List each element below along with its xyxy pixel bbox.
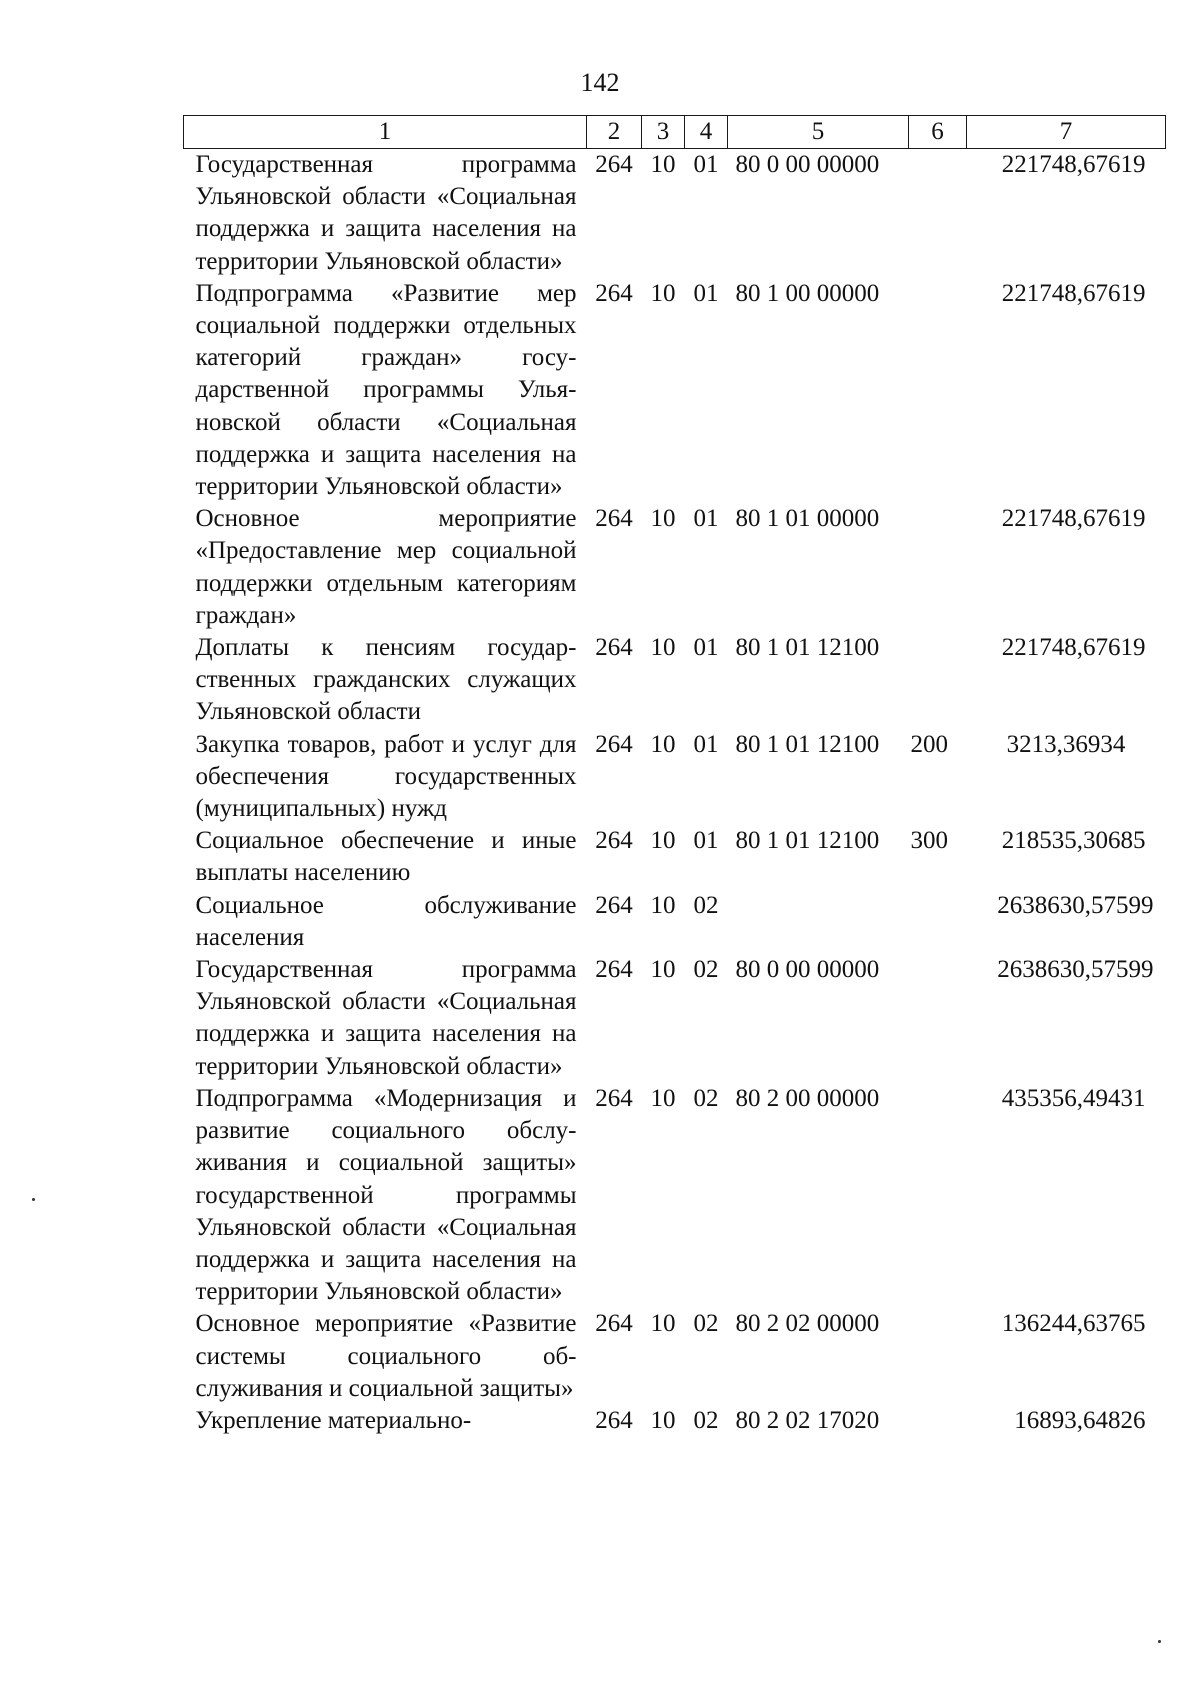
table-row (184, 632, 1166, 729)
row-rz: 10 (650, 634, 676, 662)
row-ved: 264 (595, 279, 633, 307)
table-row (184, 1405, 1166, 1437)
row-rz: 10 (650, 827, 676, 855)
row-name: Укрепление материально- (195, 1406, 472, 1434)
row-vr: 300 (910, 827, 948, 855)
row-amount: 221748,67619 (1001, 634, 1146, 662)
row-vr (909, 890, 967, 954)
header-row (184, 116, 1166, 149)
row-ved: 264 (595, 1310, 633, 1338)
row-amount: 221748,67619 (1001, 151, 1146, 178)
row-rz: 10 (650, 1310, 676, 1338)
row-csr: 80 0 00 00000 (735, 151, 880, 178)
row-name: Доплаты к пенсиям государственных гражданских служащих Ульяновской области (195, 634, 577, 726)
row-ved: 264 (595, 634, 633, 662)
column-header-5: 5 (728, 116, 909, 149)
row-pr: 02 (693, 1084, 719, 1112)
row-csr: 80 1 01 00000 (735, 505, 880, 533)
row-pr: 01 (693, 505, 719, 533)
scan-speck (1158, 1640, 1161, 1643)
row-ved: 264 (595, 730, 633, 758)
row-vr (909, 632, 967, 729)
row-amount: 2638630,57599 (997, 956, 1154, 984)
row-pr: 02 (693, 956, 719, 984)
column-header-6: 6 (909, 116, 967, 149)
row-pr: 02 (693, 1406, 719, 1434)
row-vr (909, 503, 967, 632)
row-amount: 3213,36934 (1006, 730, 1126, 758)
row-ved: 264 (595, 891, 633, 919)
row-name: Закупка товаров, работ и услуг для обеспечения государственных (муниципальных) нужд (195, 730, 577, 823)
row-csr: 80 1 01 12100 (735, 827, 880, 855)
row-amount: 136244,63765 (1001, 1310, 1146, 1338)
row-csr: 80 1 01 12100 (735, 730, 880, 758)
row-vr (909, 278, 967, 503)
row-amount: 16893,64826 (1014, 1406, 1146, 1434)
row-rz: 10 (650, 151, 676, 178)
row-csr (728, 890, 909, 954)
row-csr: 80 0 00 00000 (735, 956, 880, 984)
row-rz: 10 (650, 1406, 676, 1434)
row-csr: 80 1 01 12100 (735, 634, 880, 662)
row-ved: 264 (595, 151, 633, 178)
column-header-4: 4 (685, 116, 728, 149)
row-amount: 435356,49431 (1001, 1084, 1146, 1112)
column-header-2: 2 (587, 116, 642, 149)
row-name: Социальное обеспечение и иные выплаты населению (195, 827, 577, 887)
row-vr (909, 1308, 967, 1405)
row-pr: 02 (693, 891, 719, 919)
table-row (184, 1083, 1166, 1308)
row-pr: 02 (693, 1310, 719, 1338)
row-ved: 264 (595, 1406, 633, 1434)
page-number: 142 (580, 68, 620, 97)
table-header (184, 116, 1166, 149)
table-row (184, 278, 1166, 503)
row-vr (909, 149, 967, 278)
row-pr: 01 (693, 151, 719, 178)
row-ved: 264 (595, 956, 633, 984)
row-rz: 10 (650, 279, 676, 307)
row-pr: 01 (693, 827, 719, 855)
row-amount: 221748,67619 (1001, 279, 1146, 307)
row-rz: 10 (650, 730, 676, 758)
row-amount: 2638630,57599 (997, 891, 1154, 919)
row-ved: 264 (595, 827, 633, 855)
row-pr: 01 (693, 634, 719, 662)
row-csr: 80 2 02 00000 (735, 1310, 880, 1338)
table-row (184, 825, 1166, 889)
table-row (184, 954, 1166, 1083)
column-header-3: 3 (642, 116, 685, 149)
scan-speck (32, 1198, 35, 1201)
row-ved: 264 (595, 1084, 633, 1112)
row-vr (909, 954, 967, 1083)
row-pr: 01 (693, 279, 719, 307)
row-ved: 264 (595, 505, 633, 533)
row-csr: 80 2 00 00000 (735, 1084, 880, 1112)
row-name: Государственная программа Ульяновской области «Социальная поддержка и защита населения на территории Ульяновской области» (195, 956, 577, 1080)
row-name: Основное мероприятие «Предоставление мер социальной поддержки отдельным категориям граждан» (195, 505, 577, 629)
budget-table (183, 115, 1166, 1437)
row-amount: 221748,67619 (1001, 505, 1146, 533)
row-pr: 01 (693, 730, 719, 758)
row-rz: 10 (650, 1084, 676, 1112)
row-csr: 80 1 00 00000 (735, 279, 880, 307)
row-name: Подпрограмма «Развитие мер социальной поддержки отдельных категорий граждан» государственной программы Ульяновской области «Социальная поддержка и защита населения на территории Ульяновской области» (195, 279, 577, 501)
table-row (184, 729, 1166, 826)
row-vr: 200 (910, 730, 948, 758)
row-csr: 80 2 02 17020 (735, 1406, 880, 1434)
row-amount: 218535,30685 (1001, 827, 1146, 855)
row-vr (909, 1405, 967, 1437)
table-row (184, 890, 1166, 954)
table-row (184, 1308, 1166, 1405)
table-row (184, 149, 1166, 278)
table-body (184, 149, 1166, 1438)
row-name: Государственная программа Ульяновской области «Социальная поддержка и защита населения на территории Ульяновской области» (195, 151, 577, 275)
row-rz: 10 (650, 891, 676, 919)
row-rz: 10 (650, 505, 676, 533)
row-vr (909, 1083, 967, 1308)
column-header-1: 1 (184, 116, 587, 149)
row-name: Подпрограмма «Модернизация и развитие социального обслуживания и социальной защиты» государственной программы Ульяновской области «Социальная поддержка и защита населения на территории Ульяновской области» (195, 1084, 577, 1306)
table-row (184, 503, 1166, 632)
column-header-7: 7 (967, 116, 1166, 149)
row-name: Основное мероприятие «Развитие системы социального обслуживания и социальной защиты» (195, 1310, 577, 1402)
row-rz: 10 (650, 956, 676, 984)
row-name: Социальное обслуживание населения (195, 891, 577, 951)
